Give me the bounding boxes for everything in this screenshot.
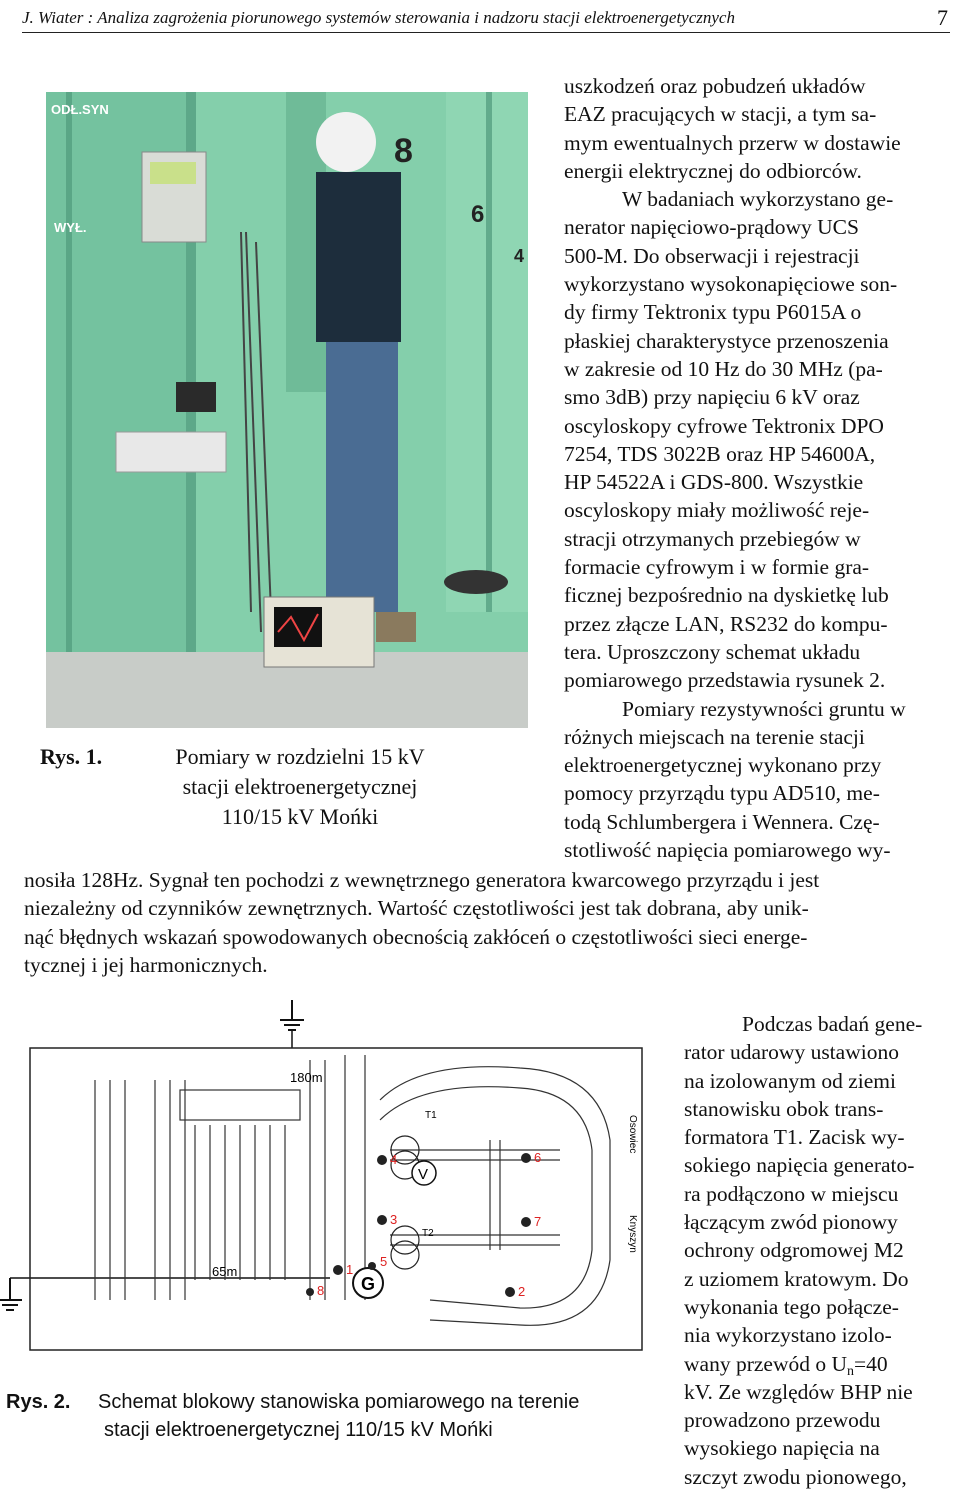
generator-label: G: [361, 1274, 376, 1294]
text-line: formacie cyfrowym i w formie gra-: [564, 555, 870, 580]
text-line: nia wykorzystano izolo-: [684, 1323, 892, 1348]
point-5: 5: [380, 1254, 388, 1269]
text-line: wykonania tego połącze-: [684, 1294, 899, 1319]
t1-label: T1: [425, 1110, 437, 1121]
point-3: 3: [390, 1212, 398, 1227]
text-line: wykorzystano wysokonapięciowe son-: [564, 272, 898, 297]
figure-2-caption-text: [98, 1388, 579, 1444]
text-line: nerator napięciowo-prądowy UCS: [564, 215, 859, 240]
point-8: 8: [317, 1283, 325, 1298]
point-4: 4: [390, 1152, 398, 1167]
schematic-drawing: [0, 1000, 680, 1380]
text-line: w zakresie od 10 Hz do 30 MHz (pa-: [564, 356, 883, 381]
text-line: prowadzono przewodu: [684, 1408, 881, 1433]
text-line: 500-M. Do obserwacji i rejestracji: [564, 243, 860, 268]
text-line: nąć błędnych wskazań spowodowanych obecnością zakłóceń o częstotliwości sieci energe-: [24, 924, 808, 949]
text-line: uszkodzeń oraz pobudzeń układów: [564, 74, 866, 98]
text-line: szczyt zwodu pionowego,: [684, 1464, 907, 1489]
text-line: EAZ pracujących w stacji, a tym sa-: [564, 102, 877, 127]
text-line: stanowisku obok trans-: [684, 1096, 884, 1121]
label-knyszyn: Knyszyn: [627, 1215, 638, 1253]
text-line: stracji otrzymanych przebiegów w: [564, 526, 861, 551]
text-line: różnych miejscach na terenie stacji: [564, 724, 865, 749]
text-line: todą Schlumbergera i Wennera. Czę-: [564, 809, 880, 834]
subscript-n: n: [847, 1363, 854, 1379]
text-line: nosiła 128Hz. Sygnał ten pochodzi z wewnętrznego generatora kwarcowego przyrządu i jest: [24, 868, 820, 892]
text-line: smo 3dB) przy napięciu 6 kV oraz: [564, 385, 860, 410]
figure-2-schematic: [0, 1000, 680, 1380]
figure-1-caption: [40, 742, 102, 772]
ground-icon: [0, 1278, 22, 1310]
page-number: 7: [937, 5, 948, 30]
text-line: wany przewód o $U_n=40$: [684, 1351, 888, 1379]
label-osowiec: Osowiec: [627, 1115, 638, 1154]
caption-line: stacji elektroenergetycznej: [182, 774, 418, 799]
text-line: W badaniach wykorzystano ge-: [622, 187, 894, 212]
voltmeter-label: V: [418, 1166, 429, 1183]
text-line: tera. Uproszczony schemat układu: [564, 639, 861, 664]
running-header: [22, 4, 950, 33]
text-line: HP 54522A i GDS-800. Wszystkie: [564, 470, 864, 495]
photo-label-wyl: WYŁ.: [54, 220, 87, 235]
figure-1-label: Rys. 1.: [40, 744, 103, 769]
text-line: na izolowanym od ziemi: [684, 1068, 896, 1093]
text-line: energii elektrycznej do odbiorców.: [564, 158, 862, 183]
figure-2-label: Rys. 2.: [6, 1391, 71, 1413]
point-7: 7: [534, 1214, 542, 1229]
header-title: J. Wiater : Analiza zagrożenia piorunowego systemów sterowania i nadzoru stacji elektroenergetycznych: [22, 8, 735, 27]
text-line: kV. Ze względów BHP nie: [684, 1379, 913, 1404]
text-line: rator udarowy ustawiono: [684, 1040, 899, 1065]
distance-180m: 180m: [290, 1070, 323, 1085]
ground-icon: [280, 1000, 304, 1030]
photo-label-odl-syn: ODŁ.SYN: [51, 102, 109, 117]
text-line: ochrony odgromowej M2: [684, 1238, 904, 1263]
text-line: oscyloskopy miały możliwość reje-: [564, 498, 870, 523]
text-line: ra podłączono w miejscu: [684, 1181, 899, 1206]
text-line: z uziomem kratowym. Do: [684, 1266, 909, 1291]
text-line: płaskiej charakterystyce przenoszenia: [564, 328, 889, 353]
right-column-text: [564, 72, 955, 864]
point-1: 1: [346, 1262, 354, 1277]
text-line: tycznej i jej harmonicznych.: [24, 952, 268, 977]
caption-line: Schemat blokowy stanowiska pomiarowego na terenie: [98, 1391, 580, 1413]
text-line: niezależny od czynników zewnętrznych. Wartość częstotliwości jest tak dobrana, aby unik-: [24, 896, 809, 921]
figure-1-photo: [46, 92, 528, 728]
caption-line: 110/15 kV Mońki: [221, 804, 379, 829]
text-line: dy firmy Tektronix typu P6015A o: [564, 300, 862, 325]
t2-label: T2: [422, 1228, 434, 1239]
text-line: łączącym zwód pionowy: [684, 1210, 898, 1235]
figure-2-caption: [6, 1388, 70, 1416]
text-line: przez złącze LAN, RS232 do kompu-: [564, 611, 888, 636]
photo-label-8: 8: [394, 132, 413, 170]
point-2: 2: [518, 1284, 526, 1299]
photo-illustration: [46, 92, 528, 728]
text-line: pomocy przyrządu typu AD510, me-: [564, 781, 880, 806]
text-line: wysokiego napięcia na: [684, 1436, 880, 1461]
text-line: ficznej bezpośrednio na dyskietkę lub: [564, 583, 889, 608]
photo-label-4: 4: [514, 246, 525, 266]
distance-65m: 65m: [212, 1264, 238, 1279]
caption-line: stacji elektroenergetycznej 110/15 kV Mońki: [104, 1419, 493, 1441]
text-line: Pomiary rezystywności gruntu w: [622, 696, 906, 721]
full-width-text: [24, 866, 956, 979]
text-line: Podczas badań gene-: [742, 1012, 923, 1036]
point-6: 6: [534, 1150, 542, 1165]
text-line: pomiarowego przedstawia rysunek 2.: [564, 668, 886, 693]
text-line: 7254, TDS 3022B oraz HP 54600A,: [564, 441, 876, 466]
text-line: formatora T1. Zacisk wy-: [684, 1125, 905, 1150]
text-line: stotliwość napięcia pomiarowego wy-: [564, 838, 891, 863]
bottom-right-text: [684, 1010, 955, 1491]
text-line: sokiego napięcia generato-: [684, 1153, 915, 1178]
text-line: mym ewentualnych przerw w dostawie: [564, 130, 901, 155]
text-line: elektroenergetycznej wykonano przy: [564, 753, 882, 778]
figure-1-caption-text: [140, 742, 460, 832]
text-line: oscyloskopy cyfrowe Tektronix DPO: [564, 413, 884, 438]
caption-line: Pomiary w rozdzielni 15 kV: [175, 744, 425, 769]
photo-label-6: 6: [471, 201, 485, 228]
